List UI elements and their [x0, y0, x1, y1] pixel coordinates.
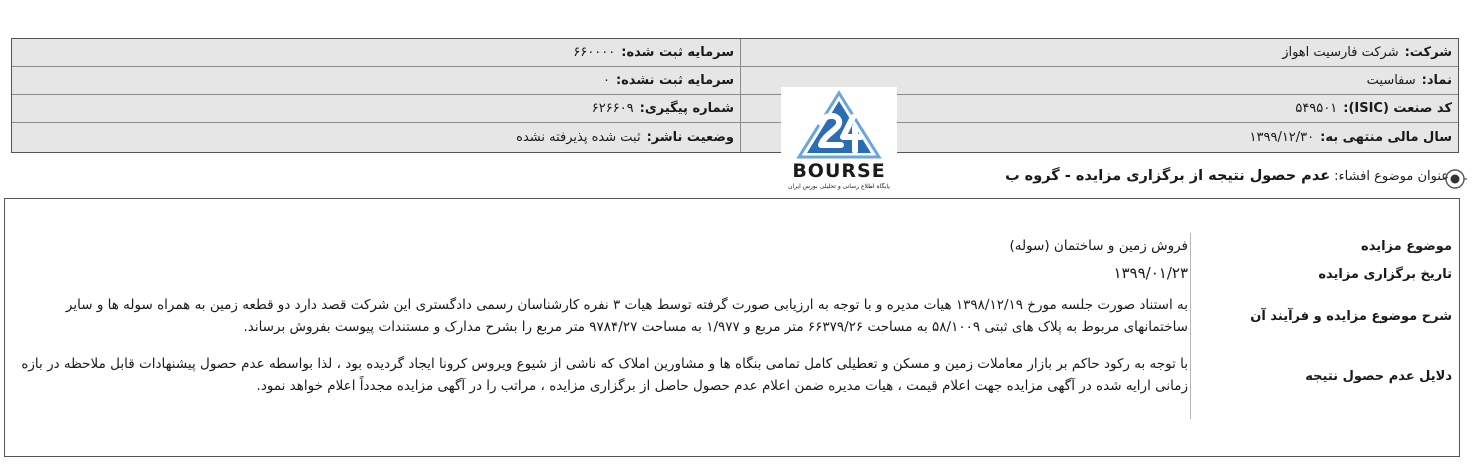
detail-value-subject: فروش زمین و ساختمان (سوله) — [1009, 238, 1188, 254]
publisher-status-cell — [12, 123, 740, 152]
tracking-cell — [12, 95, 740, 122]
bourse-logo-text: BOURSE — [792, 160, 886, 182]
detail-value-description: به استناد صورت جلسه مورخ ۱۳۹۸/۱۲/۱۹ هیات مدیره و با توجه به ارزیابی صورت گرفته توسط هیات ۳ نفره کارشناسان رسمی دادگستری این شرکت قصد دارد دو قطعه زمین به همراه سوله ها و سایر ساختمانهای مربوط به پلاک های ثبتی ۵۸/۱۰۰۹ به مساحت ۶۶۳۷۹/۲۶ متر مربع و ۱/۹۷۷ به مساحت ۹۷۸۴/۲۷ متر مربع را بشرح مدارک و مستندات پیوست بفروش برساند. — [65, 297, 1188, 335]
company-value: شرکت فارسیت اهواز — [1282, 45, 1399, 60]
tracking-value: ۶۲۶۶۰۹ — [591, 101, 634, 116]
unregistered-capital-value: ۰ — [602, 73, 610, 88]
registered-capital-cell — [12, 39, 740, 66]
symbol-label: نماد: — [1421, 73, 1452, 88]
bourse-logo-subtitle: پایگاه اطلاع رسانی و تحلیلی بورس ایران — [788, 183, 890, 190]
subject-title: عدم حصول نتیجه از برگزاری مزایده - گروه ب — [1005, 168, 1331, 184]
info-row-fiscal — [12, 123, 1458, 152]
bourse-logo — [781, 87, 897, 195]
unregistered-capital-cell — [12, 67, 740, 94]
isic-value: ۵۴۹۵۰۱ — [1295, 101, 1338, 116]
publisher-status-value: ثبت شده پذیرفته نشده — [516, 130, 641, 145]
disclosure-subject — [1005, 164, 1449, 188]
detail-label-description: شرح موضوع مزایده و فرآیند آن — [1250, 308, 1452, 324]
info-row-company — [12, 39, 1458, 67]
subject-caption: عنوان موضوع افشاء: — [1334, 168, 1449, 184]
symbol-value: سفاسیت — [1366, 73, 1416, 88]
company-info-table — [11, 38, 1459, 153]
info-row-symbol — [12, 67, 1458, 95]
registered-capital-value: ۶۶۰۰۰۰ — [573, 45, 616, 60]
company-cell — [740, 39, 1458, 66]
detail-value-reasons: با توجه به رکود حاکم بر بازار معاملات زمین و مسکن و تعطیلی کامل تمامی بنگاه ها و مشاورین املاک که ناشی از شیوع ویروس کرونا ایجاد گردیده بود ، لذا بواسطه عدم حصول پیشنهادات قابل ملاحظه در بازه زمانی ارایه شده در آگهی مزایده جهت اعلام قیمت ، هیات مدیره ضمن اعلام عدم حصول حاصل از برگزاری مزایده ، مراتب را در آگهی مزایده مجدداً اعلام خواهد نمود. — [21, 356, 1188, 394]
fiscal-value: ۱۳۹۹/۱۲/۳۰ — [1249, 130, 1315, 145]
auction-details-box — [4, 198, 1460, 457]
unregistered-capital-label: سرمایه ثبت نشده: — [615, 73, 734, 88]
detail-value-date: ۱۳۹۹/۰۱/۲۳ — [1113, 264, 1188, 282]
bourse-logo-mark-icon — [781, 87, 897, 161]
fiscal-label: سال مالی منتهی به: — [1320, 130, 1452, 145]
registered-capital-label: سرمایه ثبت شده: — [621, 45, 734, 60]
company-label: شرکت: — [1404, 45, 1452, 60]
info-row-isic — [12, 95, 1458, 123]
isic-label: کد صنعت (ISIC): — [1343, 101, 1452, 116]
detail-label-date: تاریخ برگزاری مزایده — [1318, 266, 1452, 282]
detail-label-subject: موضوع مزایده — [1361, 238, 1452, 254]
publisher-status-label: وضعیت ناشر: — [646, 130, 734, 145]
column-divider — [1190, 233, 1191, 419]
detail-label-reasons: دلایل عدم حصول نتیجه — [1305, 368, 1452, 384]
tracking-label: شماره پیگیری: — [639, 101, 734, 116]
